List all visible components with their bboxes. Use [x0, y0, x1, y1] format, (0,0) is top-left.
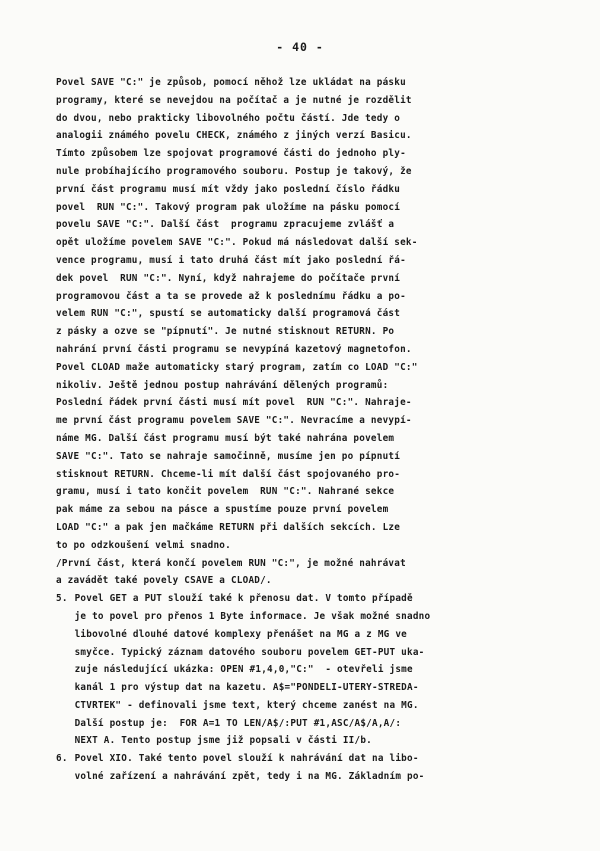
text-line: první část programu musí mít vždy jako poslední číslo řádku [56, 183, 401, 195]
text-line: kanál 1 pro výstup dat na kazetu. A$="PONDELI-UTERY-STREDA- [74, 682, 419, 694]
text-line: NEXT A. Tento postup jsme již popsali v části II/b. [74, 735, 373, 747]
text-line: a zavádět také povely CSAVE a CLOAD/. [56, 575, 272, 587]
text-line: Povel CLOAD maže automaticky starý program, zatím co LOAD "C:" [56, 361, 418, 373]
list-item-line [56, 590, 493, 608]
text-line: velem RUN "C:", spustí se automaticky další programová část [56, 308, 401, 320]
list-item-5 [56, 590, 526, 750]
list-item-number: 6. [56, 753, 68, 765]
text-line: /První část, která končí povelem RUN "C:", je možné nahrávat [56, 557, 406, 569]
text-line: Tímto způsobem lze spojovat programové části do jednoho ply- [56, 148, 406, 160]
text-line: gramu, musí i tato končit povelem RUN "C:". Nahrané sekce [56, 486, 395, 498]
text-line: CTVRTEK" - definovali jsme text, který chceme zanést na MG. [74, 699, 419, 711]
text-line: nahrání první části programu se nevypíná kazetový magnetofon. [56, 343, 412, 355]
list-item-number: 5. [56, 593, 68, 605]
text-line: povel RUN "C:". Takový program pak uložíme na pásku pomocí [56, 201, 401, 213]
text-line: opět uložíme povelem SAVE "C:". Pokud má následovat další sek- [56, 237, 418, 249]
text-line: me první část programu povelem SAVE "C:". Nevracíme a nevypí- [56, 415, 412, 427]
text-line: nikoliv. Ještě jednou postup nahrávání dělených programů: [56, 379, 389, 391]
text-line: povelu SAVE "C:". Další část programu zpracujeme zvlášť a [56, 219, 395, 231]
text-line: programy, které se nevejdou na počítač a je nutné je rozdělit [56, 94, 412, 106]
text-line: libovolné dlouhé datové komplexy přenášet na MG a z MG ve [74, 628, 408, 640]
text-line: vence programu, musí i tato druhá část mít jako poslední řá- [56, 254, 406, 266]
list-item-text: Povel XIO. Také tento povel slouží k nahrávání dat na libo- [74, 753, 419, 765]
text-line: z pásky a ozve se "pípnutí". Je nutné stisknout RETURN. Po [56, 326, 395, 338]
page-number: - 40 - [276, 40, 324, 54]
list-item-text: Povel GET a PUT slouží také k přenosu dat. V tomto případě [74, 593, 413, 605]
text-line: Poslední řádek první části musí mít povel RUN "C:". Nahraje- [56, 397, 412, 409]
text-line: dek povel RUN "C:". Nyní, když nahrajeme do počítače první [56, 272, 401, 284]
text-line: volné zařízení a nahrávání zpět, tedy i na MG. Základním po- [74, 771, 425, 783]
text-line: zuje následující ukázka: OPEN #1,4,0,"C:" - otevřeli jsme [74, 664, 413, 676]
list-item-6 [56, 750, 526, 786]
text-line: Další postup je: FOR A=1 TO LEN/A$/:PUT #1,ASC/A$/A,A/: [74, 717, 402, 729]
text-line: nule probíhajícího programového souboru. Postup je takový, že [56, 165, 412, 177]
text-line: analogii známého povelu CHECK, známého z jiných verzí Basicu. [56, 130, 412, 142]
text-line: smyčce. Typický záznam datového souboru povelem GET-PUT uka- [74, 646, 425, 658]
text-line: Povel SAVE "C:" je způsob, pomocí něhož lze ukládat na pásku [56, 77, 406, 88]
body-text [56, 74, 526, 786]
text-line: programovou část a ta se provede až k poslednímu řádku a po- [56, 290, 406, 302]
text-line: stisknout RETURN. Chceme-li mít další část spojovaného pro- [56, 468, 401, 480]
list-item-line [56, 750, 493, 768]
text-line: do dvou, nebo prakticky libovolného počtu částí. Jde tedy o [56, 112, 401, 124]
text-line: SAVE "C:". Tato se nahraje samočinně, musíme jen po pípnutí [56, 450, 401, 462]
text-line: to po odzkoušení velmi snadno. [56, 539, 231, 551]
text-line: LOAD "C:" a pak jen mačkáme RETURN při dalších sekcích. Lze [56, 521, 401, 533]
text-line: náme MG. Další část programu musí být také nahrána povelem [56, 432, 395, 444]
text-line: pak máme za sebou na pásce a spustíme pouze první povelem [56, 504, 389, 516]
text-line: je to povel pro přenos 1 Byte informace. Je však možné snadno [74, 610, 431, 622]
